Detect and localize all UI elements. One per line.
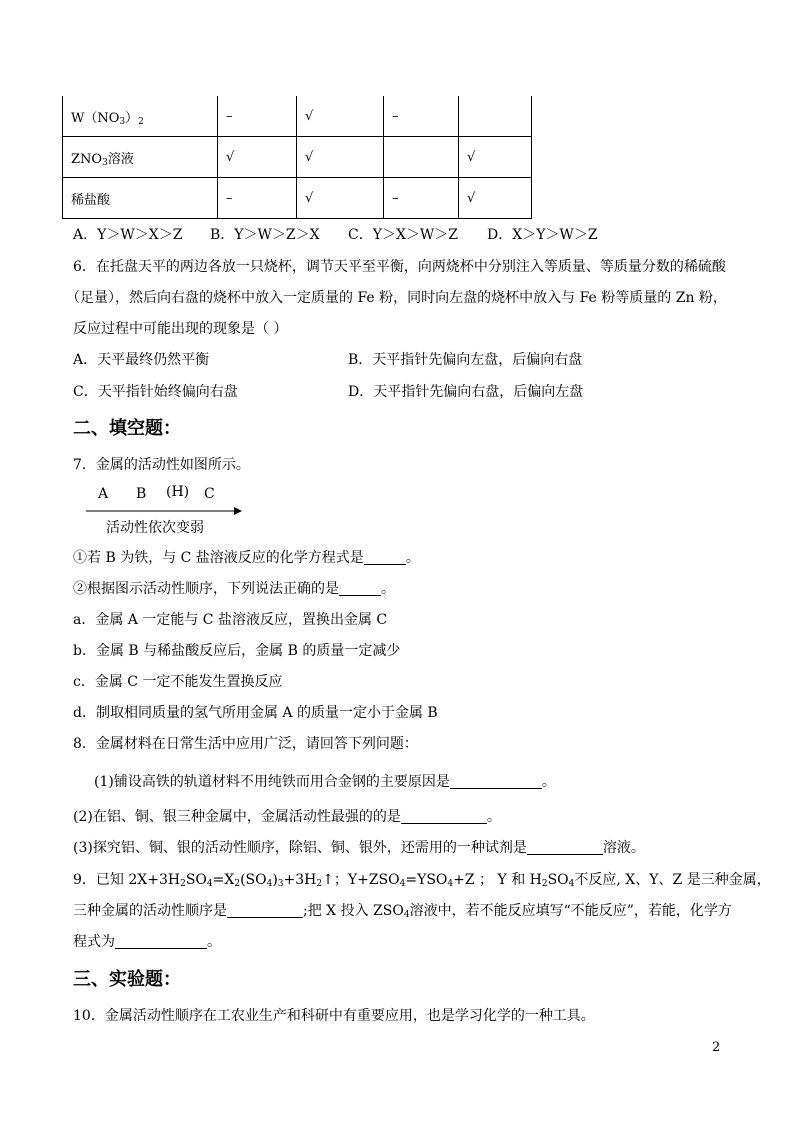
axis-label-h: (H) xyxy=(166,484,190,500)
q7-part-2: ②根据图示活动性顺序，下列说法正确的是 。 xyxy=(73,581,395,597)
q8-part-2: (2)在铝、铜、银三种金属中，金属活动性最强的的是 。 xyxy=(73,809,501,825)
answer-blank[interactable] xyxy=(339,581,381,596)
reaction-table xyxy=(62,96,532,219)
answer-blank[interactable] xyxy=(364,550,406,565)
table-cell xyxy=(384,137,459,178)
row-label: $ZNO_3$溶液 xyxy=(63,137,218,178)
table-row xyxy=(63,96,532,137)
table-cell: √ xyxy=(218,137,297,178)
q9-line-1: 9．已知 $2X+3H_2SO_4=X_2(SO_4)_3+3H_2↑$；$Y+ZSO_4=YSO_4+Z$ ； Y 和 $H_2SO_4$不反应, X、Y、Z 是三种金属， xyxy=(73,872,771,889)
table-cell: √ xyxy=(459,137,532,178)
q6-line-3: 反应过程中可能出现的现象是（ ） xyxy=(73,321,288,337)
table-cell: √ xyxy=(297,137,384,178)
axis-label-c: C xyxy=(204,486,215,502)
q6-line-1: 6．在托盘天平的两边各放一只烧杯，调节天平至平衡，向两烧杯中分别注入等质量、等质量分数的稀硫酸 xyxy=(73,259,726,275)
table-cell: – xyxy=(218,96,297,137)
q5-option-c: C．Y＞X＞W＞Z xyxy=(348,227,459,243)
q6-option-c: C．天平指针始终偏向右盘 xyxy=(73,384,238,400)
q8-part-1: (1)铺设高铁的轨道材料不用纯铁而用合金钢的主要原因是 。 xyxy=(94,774,556,790)
table-cell: √ xyxy=(459,178,532,219)
q6-line-2: （足量），然后向右盘的烧杯中放入一定质量的 Fe 粉，同时向左盘的烧杯中放入与 Fe 粉等质量的 Zn 粉， xyxy=(66,290,727,306)
table-row xyxy=(63,137,532,178)
table-cell: – xyxy=(218,178,297,219)
answer-blank[interactable] xyxy=(227,903,303,918)
q7-option-a: a．金属 A 一定能与 C 盐溶液反应，置换出金属 C xyxy=(73,612,388,628)
row-label: 稀盐酸 xyxy=(63,178,218,219)
q5-option-d: D．X＞Y＞W＞Z xyxy=(487,227,598,243)
q7-part-1: ①若 B 为铁，与 C 盐溶液反应的化学方程式是 。 xyxy=(73,550,420,566)
page-number: 2 xyxy=(712,1040,721,1055)
row-label: $W(NO_3)_2$ xyxy=(63,96,218,137)
axis-label-b: B xyxy=(136,486,147,502)
axis-caption: 活动性依次变弱 xyxy=(106,520,204,536)
table-cell: √ xyxy=(297,96,384,137)
q9-line-2: 三种金属的活动性顺序是 ;把 X 投入 $ZSO_4$溶液中，若不能反应填写“不能反应”，若能，化学方 xyxy=(73,903,732,920)
q7-option-c: c．金属 C 一定不能发生置换反应 xyxy=(73,674,283,690)
answer-blank[interactable] xyxy=(115,934,207,949)
q8-stem: 8．金属材料在日常生活中应用广泛，请回答下列问题： xyxy=(73,736,418,752)
axis-arrow xyxy=(86,504,246,518)
q5-option-b: B．Y＞W＞Z＞X xyxy=(210,227,320,243)
q10-stem: 10．金属活动性顺序在工农业生产和科研中有重要应用，也是学习化学的一种工具。 xyxy=(73,1008,595,1024)
section-heading-experiment: 三、实验题： xyxy=(73,969,181,990)
q6-option-a: A．天平最终仍然平衡 xyxy=(73,352,210,368)
q6-option-d: D．天平指针先偏向右盘，后偏向左盘 xyxy=(348,384,584,400)
q8-part-3: (3)探究铝、铜、银的活动性顺序，除铝、铜、银外，还需用的一种试剂是 溶液。 xyxy=(73,840,645,856)
table-cell xyxy=(459,96,532,137)
q9-line-3: 程式为 。 xyxy=(73,934,221,950)
q7-stem: 7．金属的活动性如图所示。 xyxy=(73,457,250,473)
q6-option-b: B．天平指针先偏向左盘，后偏向右盘 xyxy=(348,352,583,368)
table-cell: – xyxy=(384,96,459,137)
q7-option-d: d．制取相同质量的氢气所用金属 A 的质量一定小于金属 B xyxy=(73,705,438,721)
q7-option-b: b．金属 B 与稀盐酸反应后，金属 B 的质量一定减少 xyxy=(73,643,401,659)
section-heading-fill-in: 二、填空题： xyxy=(73,418,181,439)
table-row xyxy=(63,178,532,219)
answer-blank[interactable] xyxy=(450,774,542,789)
answer-blank[interactable] xyxy=(401,809,487,824)
table-cell: – xyxy=(384,178,459,219)
axis-label-a: A xyxy=(98,486,109,502)
activity-axis-diagram xyxy=(86,480,246,540)
q5-option-a: A．Y＞W＞X＞Z xyxy=(73,227,183,243)
answer-blank[interactable] xyxy=(527,840,603,855)
table-cell: √ xyxy=(297,178,384,219)
